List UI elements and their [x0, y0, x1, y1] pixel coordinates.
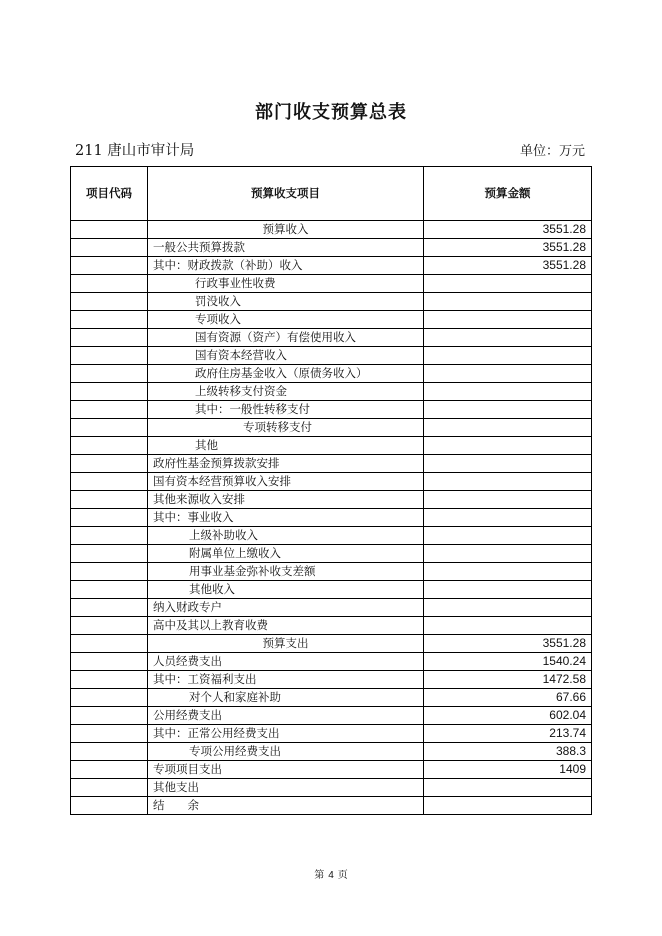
cell-code	[71, 455, 148, 473]
unit-label: 单位：万元	[519, 144, 585, 159]
table-row	[71, 383, 592, 401]
cell-code	[71, 635, 148, 653]
cell-item: 上级转移支付资金	[148, 383, 424, 401]
table-row	[71, 365, 592, 383]
cell-code	[71, 329, 148, 347]
cell-code	[71, 545, 148, 563]
table-row	[71, 257, 592, 275]
table-row	[71, 401, 592, 419]
cell-amount	[424, 509, 592, 527]
cell-code	[71, 797, 148, 815]
cell-item: 用事业基金弥补收支差额	[148, 563, 424, 581]
table-row	[71, 347, 592, 365]
cell-code	[71, 491, 148, 509]
cell-amount	[424, 545, 592, 563]
cell-code	[71, 779, 148, 797]
cell-amount	[424, 275, 592, 293]
cell-item: 其中：财政拨款（补助）收入	[148, 257, 424, 275]
table-row	[71, 725, 592, 743]
table-row	[71, 311, 592, 329]
cell-amount	[424, 599, 592, 617]
cell-item: 政府住房基金收入（原债务收入）	[148, 365, 424, 383]
cell-item: 专项公用经费支出	[148, 743, 424, 761]
cell-code	[71, 419, 148, 437]
table-header-row	[71, 167, 592, 221]
cell-amount	[424, 437, 592, 455]
cell-amount: 388.3	[424, 743, 592, 761]
cell-item: 预算收入	[148, 221, 424, 239]
cell-amount	[424, 401, 592, 419]
header-item: 预算收支项目	[148, 167, 424, 221]
cell-code	[71, 599, 148, 617]
cell-code	[71, 383, 148, 401]
table-row	[71, 779, 592, 797]
cell-code	[71, 527, 148, 545]
cell-item: 其他支出	[148, 779, 424, 797]
cell-code	[71, 653, 148, 671]
cell-code	[71, 401, 148, 419]
cell-amount	[424, 383, 592, 401]
table-row	[71, 509, 592, 527]
cell-item: 国有资本经营收入	[148, 347, 424, 365]
table-row	[71, 635, 592, 653]
cell-item: 其中：事业收入	[148, 509, 424, 527]
cell-amount: 213.74	[424, 725, 592, 743]
cell-item: 结 余	[148, 797, 424, 815]
cell-amount	[424, 293, 592, 311]
cell-code	[71, 725, 148, 743]
cell-item: 高中及其以上教育收费	[148, 617, 424, 635]
table-row	[71, 239, 592, 257]
cell-code	[71, 347, 148, 365]
table-row	[71, 599, 592, 617]
table-row	[71, 455, 592, 473]
table-row	[71, 707, 592, 725]
cell-code	[71, 293, 148, 311]
cell-amount	[424, 491, 592, 509]
cell-amount	[424, 473, 592, 491]
cell-amount: 3551.28	[424, 221, 592, 239]
cell-code	[71, 239, 148, 257]
cell-item: 其他	[148, 437, 424, 455]
cell-amount	[424, 365, 592, 383]
cell-item: 纳入财政专户	[148, 599, 424, 617]
table-row	[71, 221, 592, 239]
cell-code	[71, 581, 148, 599]
page-suffix: 页	[337, 870, 348, 881]
cell-code	[71, 689, 148, 707]
header-code: 项目代码	[71, 167, 148, 221]
cell-code	[71, 437, 148, 455]
cell-item: 其中：工资福利支出	[148, 671, 424, 689]
table-row	[71, 437, 592, 455]
table-row	[71, 581, 592, 599]
cell-amount	[424, 563, 592, 581]
cell-item: 罚没收入	[148, 293, 424, 311]
cell-code	[71, 671, 148, 689]
cell-code	[71, 743, 148, 761]
cell-code	[71, 221, 148, 239]
cell-amount	[424, 419, 592, 437]
cell-item: 其中：正常公用经费支出	[148, 725, 424, 743]
page-title: 部门收支预算总表	[255, 102, 407, 123]
cell-item: 其他来源收入安排	[148, 491, 424, 509]
table-row	[71, 617, 592, 635]
cell-code	[71, 617, 148, 635]
cell-amount: 3551.28	[424, 239, 592, 257]
table-row	[71, 473, 592, 491]
cell-code	[71, 257, 148, 275]
cell-code	[71, 311, 148, 329]
table-row	[71, 419, 592, 437]
page-prefix: 第	[314, 870, 325, 881]
cell-item: 国有资源（资产）有偿使用收入	[148, 329, 424, 347]
table-row	[71, 653, 592, 671]
cell-item: 专项项目支出	[148, 761, 424, 779]
table-row	[71, 491, 592, 509]
cell-item: 行政事业性收费	[148, 275, 424, 293]
cell-code	[71, 509, 148, 527]
cell-item: 其他收入	[148, 581, 424, 599]
table-row	[71, 689, 592, 707]
cell-item: 公用经费支出	[148, 707, 424, 725]
cell-item: 国有资本经营预算收入安排	[148, 473, 424, 491]
cell-amount: 1472.58	[424, 671, 592, 689]
cell-item: 专项转移支付	[148, 419, 424, 437]
cell-item: 预算支出	[148, 635, 424, 653]
cell-amount: 1540.24	[424, 653, 592, 671]
cell-item: 对个人和家庭补助	[148, 689, 424, 707]
cell-amount: 3551.28	[424, 257, 592, 275]
table-row	[71, 743, 592, 761]
page-number: 4	[328, 870, 334, 881]
cell-amount	[424, 797, 592, 815]
cell-amount	[424, 527, 592, 545]
cell-amount: 602.04	[424, 707, 592, 725]
table-row	[71, 329, 592, 347]
cell-amount: 3551.28	[424, 635, 592, 653]
cell-code	[71, 707, 148, 725]
table-row	[71, 671, 592, 689]
budget-summary-table	[70, 166, 592, 815]
cell-item: 其中：一般性转移支付	[148, 401, 424, 419]
cell-code	[71, 761, 148, 779]
table-row	[71, 545, 592, 563]
cell-amount	[424, 329, 592, 347]
cell-code	[71, 275, 148, 293]
header-amount: 预算金额	[424, 167, 592, 221]
cell-code	[71, 563, 148, 581]
table-row	[71, 527, 592, 545]
cell-amount	[424, 581, 592, 599]
cell-code	[71, 365, 148, 383]
cell-amount	[424, 311, 592, 329]
cell-code	[71, 473, 148, 491]
cell-item: 政府性基金预算拨款安排	[148, 455, 424, 473]
cell-amount	[424, 779, 592, 797]
cell-item: 上级补助收入	[148, 527, 424, 545]
cell-item: 人员经费支出	[148, 653, 424, 671]
organization-name: 211 唐山市审计局	[75, 143, 195, 159]
cell-amount	[424, 617, 592, 635]
table-row	[71, 293, 592, 311]
page-footer	[0, 866, 662, 881]
cell-amount: 67.66	[424, 689, 592, 707]
cell-item: 一般公共预算拨款	[148, 239, 424, 257]
cell-amount	[424, 455, 592, 473]
table-row	[71, 275, 592, 293]
cell-amount: 1409	[424, 761, 592, 779]
table-row	[71, 761, 592, 779]
table-row	[71, 563, 592, 581]
cell-amount	[424, 347, 592, 365]
cell-item: 专项收入	[148, 311, 424, 329]
cell-item: 附属单位上缴收入	[148, 545, 424, 563]
table-row	[71, 797, 592, 815]
